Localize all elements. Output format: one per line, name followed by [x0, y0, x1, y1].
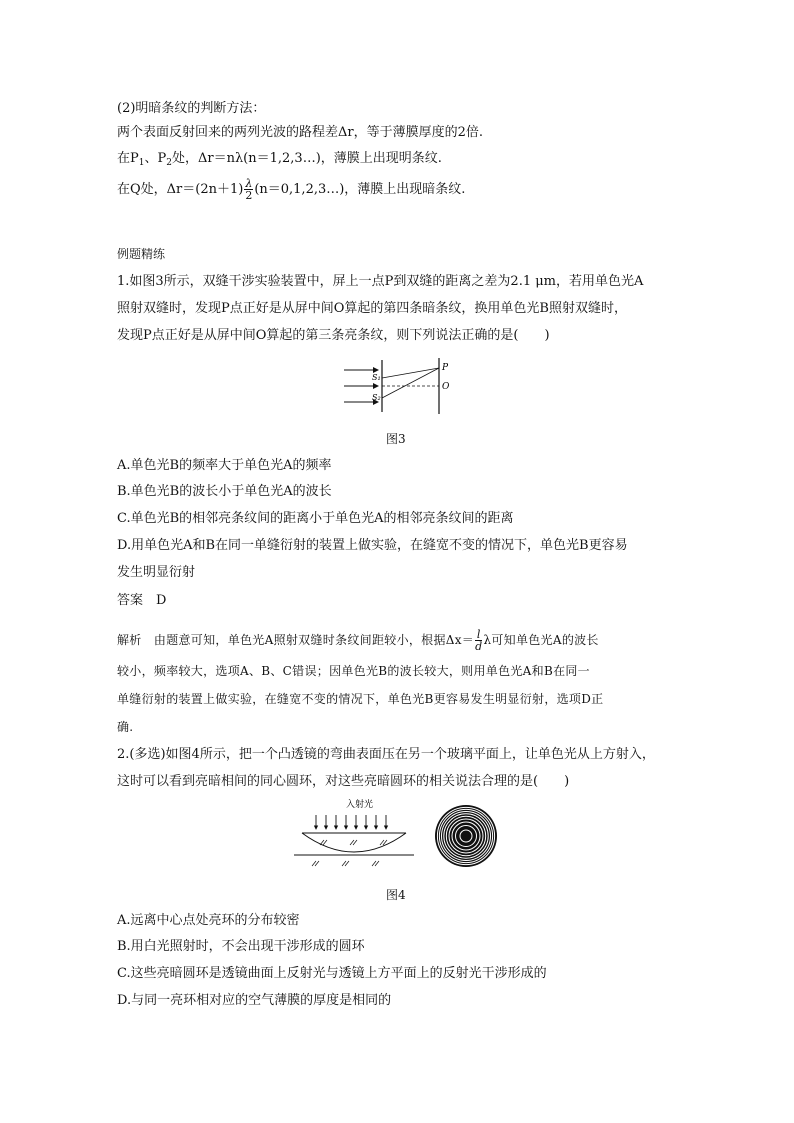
q2-stem-2: 这时可以看到亮暗相间的同心圆环，对这些亮暗圆环的相关说法合理的是( ) [117, 774, 570, 789]
q1-answer: 答案 D [117, 593, 167, 608]
q2-option-d: D.与同一亮环相对应的空气薄膜的厚度是相同的 [117, 993, 392, 1008]
point-p-label: P [442, 363, 449, 373]
line3-part-a: 在Q处，Δr＝(2n＋1) [117, 182, 244, 197]
q2-option-b: B.用白光照射时，不会出现干涉形成的圆环 [117, 939, 365, 954]
q1-stem-1: 1.如图3所示，双缝干涉实验装置中，屏上一点P到双缝的距离之差为2.1 μm，若用单色光A [117, 274, 644, 289]
section-line-3 [117, 178, 465, 201]
q1-stem-2: 照射双缝时，发现P点正好是从屏中间O算起的第四条暗条纹，换用单色光B照射双缝时， [117, 301, 627, 316]
slit-s1-label: S₁ [372, 373, 381, 382]
q2-stem-1: 2.(多选)如图4所示，把一个凸透镜的弯曲表面压在另一个玻璃平面上，让单色光从上方射入， [117, 747, 655, 762]
slit-s2-label: S₂ [372, 393, 381, 402]
line2-sub-2: 2 [166, 158, 172, 168]
line2-part-c: 处，Δr＝nλ(n＝1,2,3…)，薄膜上出现明条纹. [171, 151, 442, 166]
double-slit-diagram [342, 356, 462, 416]
q1-option-a: A.单色光B的频率大于单色光A的频率 [117, 458, 332, 473]
q1-analysis-line-4: 确. [117, 720, 134, 734]
q1-analysis-line-1: 解析 由题意可知，单色光A照射双缝时条纹间距较小，根据Δx＝ $\frac{l}{d}$ λ可知单色光A的波长 [117, 628, 599, 653]
section-heading: (2)明暗条纹的判断方法： [117, 101, 266, 116]
q1-option-c: C.单色光B的相邻亮条纹间的距离小于单色光A的相邻亮条纹间的距离 [117, 511, 514, 526]
figure-4-caption: 图4 [386, 888, 406, 902]
newton-rings-lens-diagram [294, 797, 414, 877]
q1-stem-3: 发现P点正好是从屏中间O算起的第三条亮条纹，则下列说法正确的是( ) [117, 328, 550, 343]
q1-analysis-line-2: 较小，频率较大，选项A、B、C错误；因单色光B的波长较大，则用单色光A和B在同一 [117, 664, 590, 678]
concentric-rings-pattern [434, 804, 498, 868]
lambda-half-fraction: $\frac{\lambda}{2}$ [245, 177, 253, 202]
line2-part-b: 、P [144, 151, 167, 166]
l-over-d-fraction: $\frac{l}{d}$ [475, 628, 483, 653]
line2-sub-1: 1 [138, 158, 145, 168]
q2-option-c: C.这些亮暗圆环是透镜曲面上反射光与透镜上方平面上的反射光干涉形成的 [117, 966, 547, 981]
examples-title: 例题精练 [117, 247, 166, 261]
line3-part-b: (n＝0,1,2,3…)，薄膜上出现暗条纹. [254, 182, 466, 197]
line2-part-a: 在P [117, 151, 139, 166]
q1-analysis-line-3: 单缝衍射的装置上做实验，在缝宽不变的情况下，单色光B更容易发生明显衍射，选项D正 [117, 692, 604, 706]
incident-light-label: 入射光 [346, 800, 374, 810]
q1-option-b: B.单色光B的波长小于单色光A的波长 [117, 484, 332, 499]
q1-option-d-continued: 发生明显衍射 [117, 565, 196, 580]
q1-option-d: D.用单色光A和B在同一单缝衍射的装置上做实验，在缝宽不变的情况下，单色光B更容易 [117, 538, 628, 553]
q2-option-a: A.远离中心点处亮环的分布较密 [117, 913, 300, 928]
point-o-label: O [442, 382, 450, 392]
section-line-2 [117, 150, 442, 172]
figure-3-caption: 图3 [386, 432, 406, 446]
section-line-1: 两个表面反射回来的两列光波的路程差Δr，等于薄膜厚度的2倍. [117, 125, 484, 140]
